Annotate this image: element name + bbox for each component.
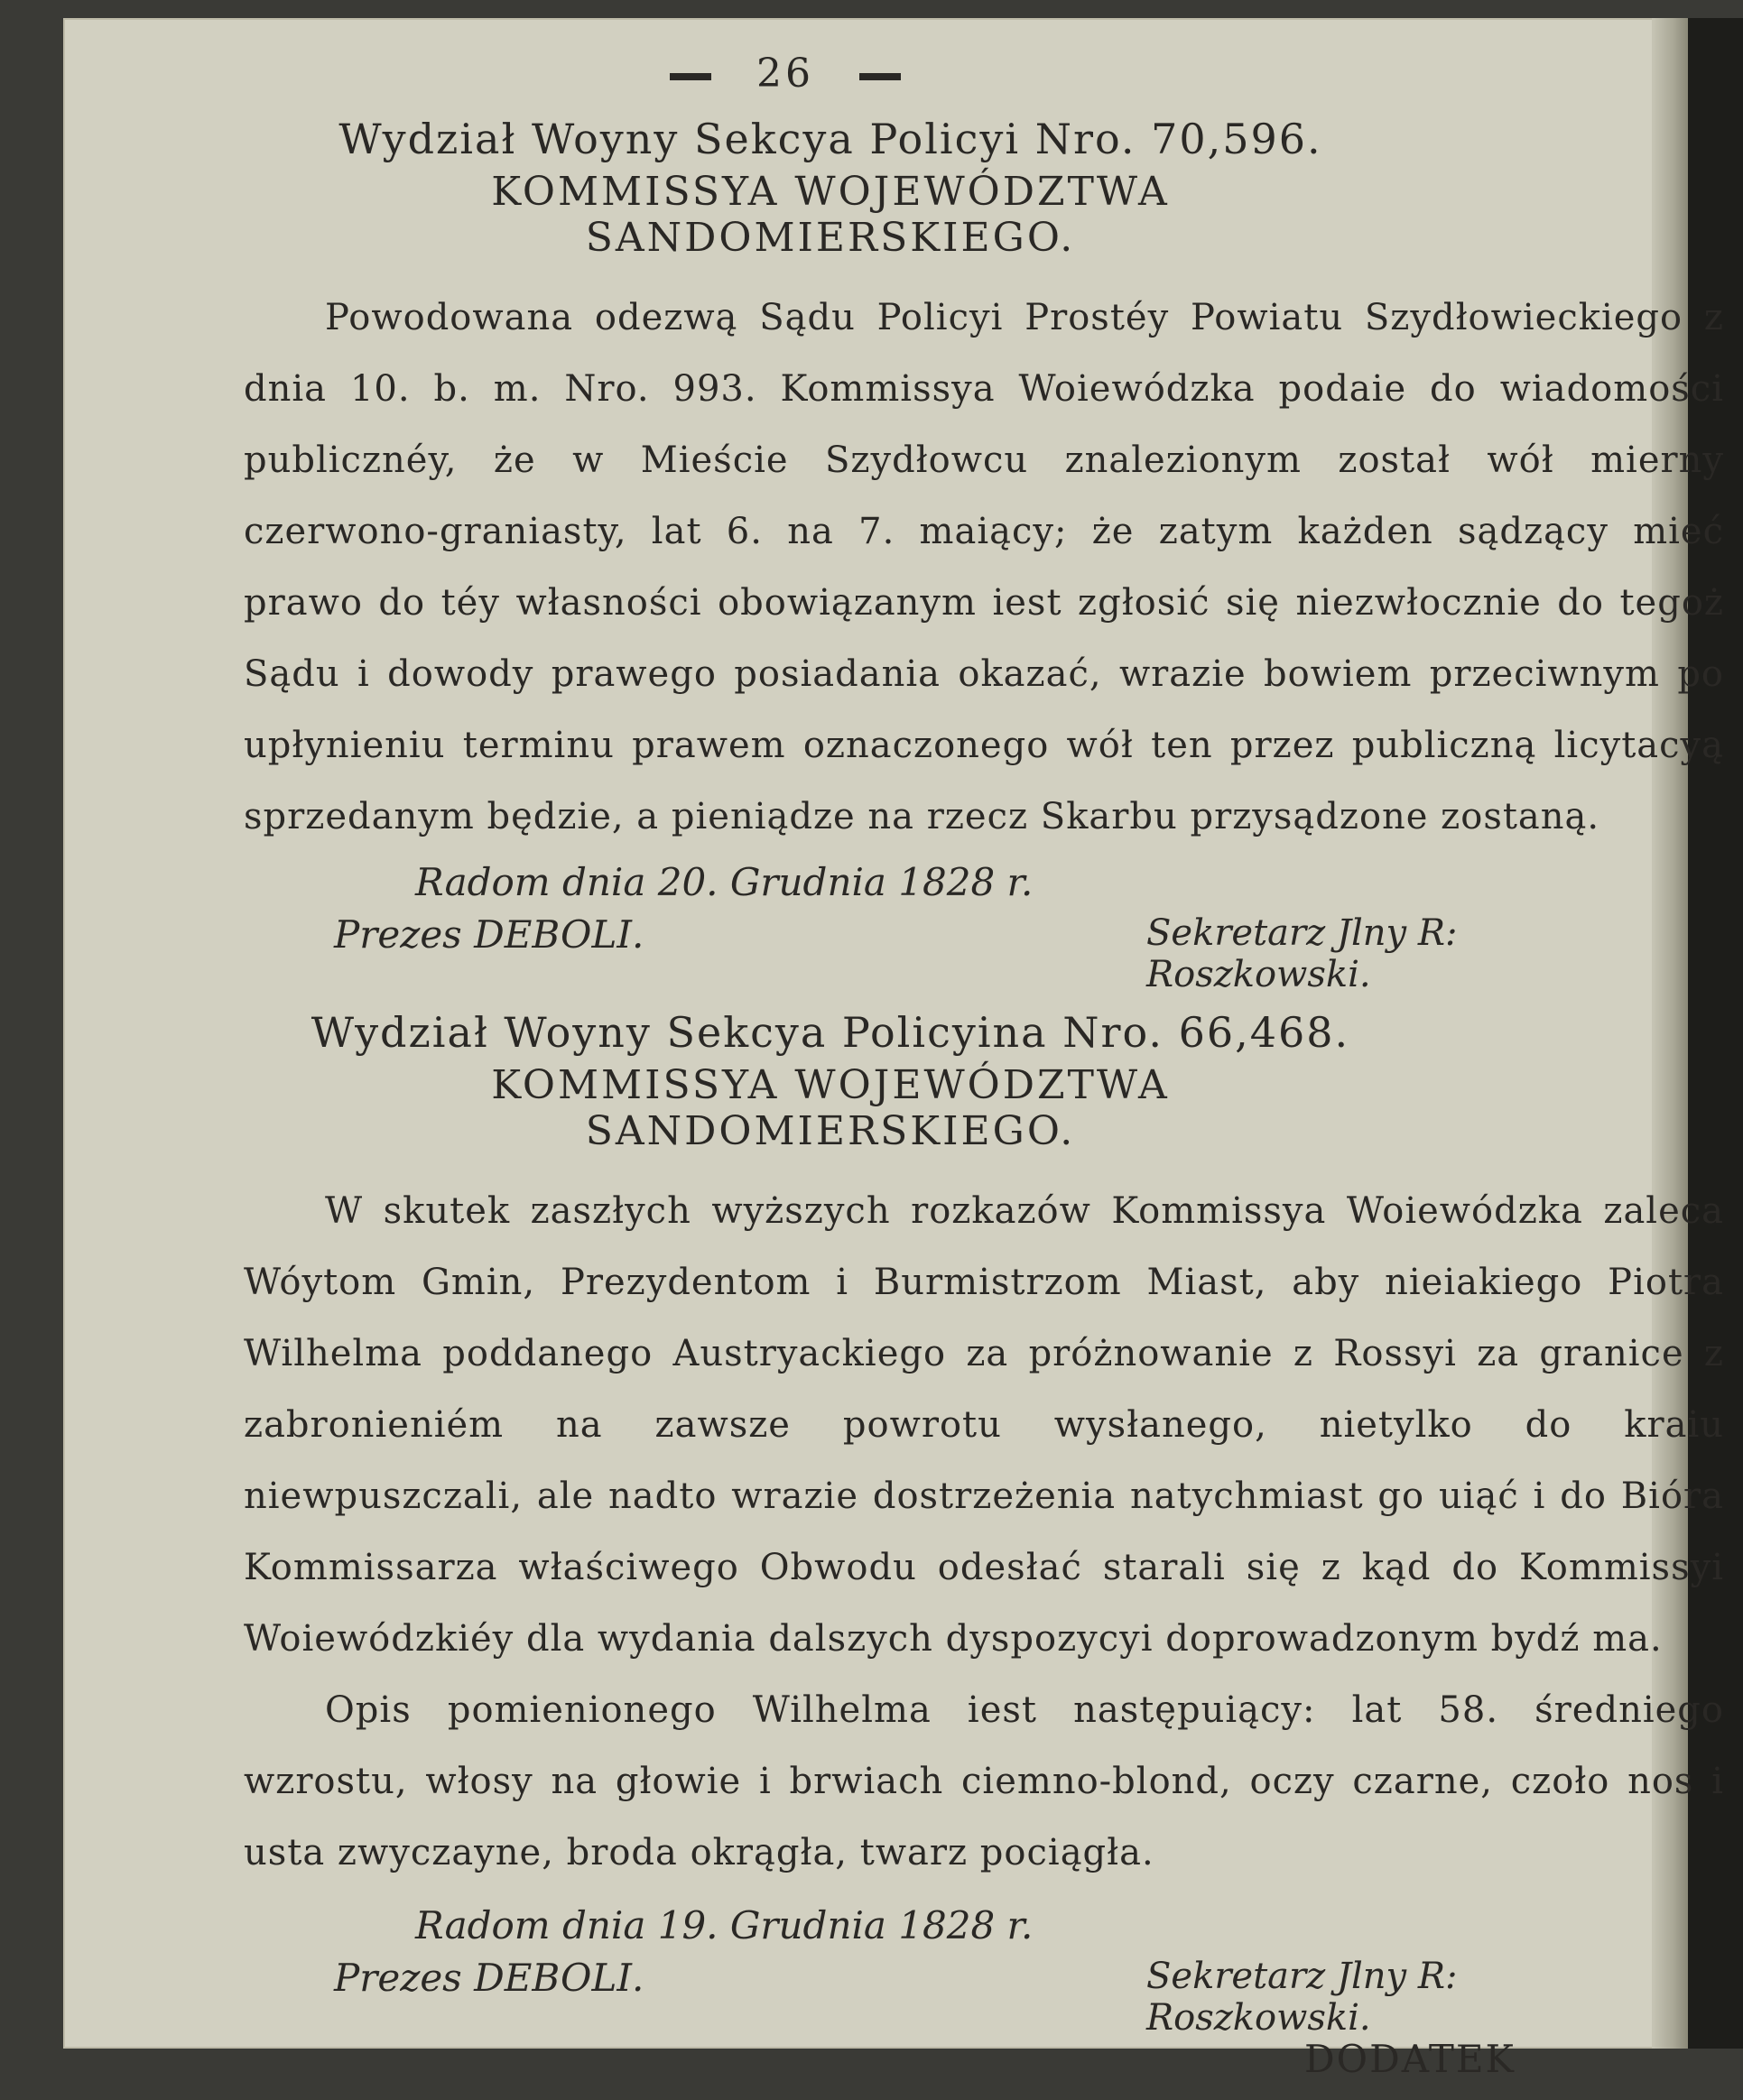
notice1-president: Prezes DEBOLI. — [334, 912, 644, 957]
notice1-department: Wydział Woyny Sekcya Policyi Nro. 70,596. — [338, 115, 1322, 163]
notice2-date: Radom dnia 19. Grudnia 1828 r. — [415, 1903, 1034, 1947]
dash-right — [859, 73, 901, 80]
catchword-row — [244, 2037, 1688, 2100]
notice2-commission: KOMMISSYA WOJEWÓDZTWA SANDOMIERSKIEGO. — [491, 1062, 1170, 1154]
notice2-department: Wydział Woyny Sekcya Policyina Nro. 66,468. — [311, 1008, 1350, 1057]
notice1-body: Powodowana odezwą Sądu Policyi Prostéy Powiatu Szydłowieckiego z dnia 10. b. m. Nro. 993. Kommissya Woiewódzka podaie do wiadomości publicznéy, że w Mieście Szydłowcu znalezionym został wół mierny czerwono-graniasty, lat 6. na 7. maiący; że zatym każden sądzący mieć prawo do téy własności obowiązanym iest zgłosić się niezwłocznie do tegoż Sądu i dowody prawego posiadania okazać, wrazie bowiem przeciwnym po upłynieniu terminu prawem oznaczonego wół ten przez publiczną licytacyą sprzedanym będzie, a pieniądze na rzecz Skarbu przysądzone zostaną. — [244, 297, 1724, 837]
notice2-signatures — [244, 1956, 1688, 2039]
page-number-line — [244, 51, 1327, 97]
page-number: 26 — [756, 51, 814, 97]
document-page — [63, 18, 1724, 2081]
notice2-body: W skutek zaszłych wyższych rozkazów Kommissya Woiewódzka zaleca Wóytom Gmin, Prezydentom i Burmistrzom Miast, aby nieiakiego Piotra Wilhelma poddanego Austryackiego za próżnowanie z Rossyi za granice z zabronieniém na zawsze powrotu wysłanego, nietylko do kraiu niewpuszczali, ale nadto wrazie dostrzeżenia natychmiast go uiąć i do Bióra Kommissarza właściwego Obwodu odesłać starali się z kąd do Kommissyi Woiewódzkiéy dla wydania dalszych dyspozycyi doprowadzonym bydź ma. — [244, 1190, 1724, 1660]
notice1-date: Radom dnia 20. Grudnia 1828 r. — [415, 860, 1034, 904]
notice2-description: Opis pomienionego Wilhelma iest następuiący: lat 58. średniego wzrostu, włosy na głowie i brwiach ciemno-blond, oczy czarne, czoło nos i usta zwyczayne, broda okrągła, twarz pociągła. — [244, 1689, 1724, 1873]
page-content — [244, 51, 1724, 2100]
notice1-signatures — [244, 912, 1688, 995]
catchword: DODATEK — [1304, 2037, 1516, 2081]
notice2-president: Prezes DEBOLI. — [334, 1956, 644, 2000]
notice1-commission: KOMMISSYA WOJEWÓDZTWA SANDOMIERSKIEGO. — [491, 169, 1170, 261]
notice2-secretary: Sekretarz Jlny R: Roszkowski. — [1146, 1956, 1458, 2039]
notice1-secretary: Sekretarz Jlny R: Roszkowski. — [1146, 912, 1458, 995]
dash-left — [670, 73, 711, 80]
